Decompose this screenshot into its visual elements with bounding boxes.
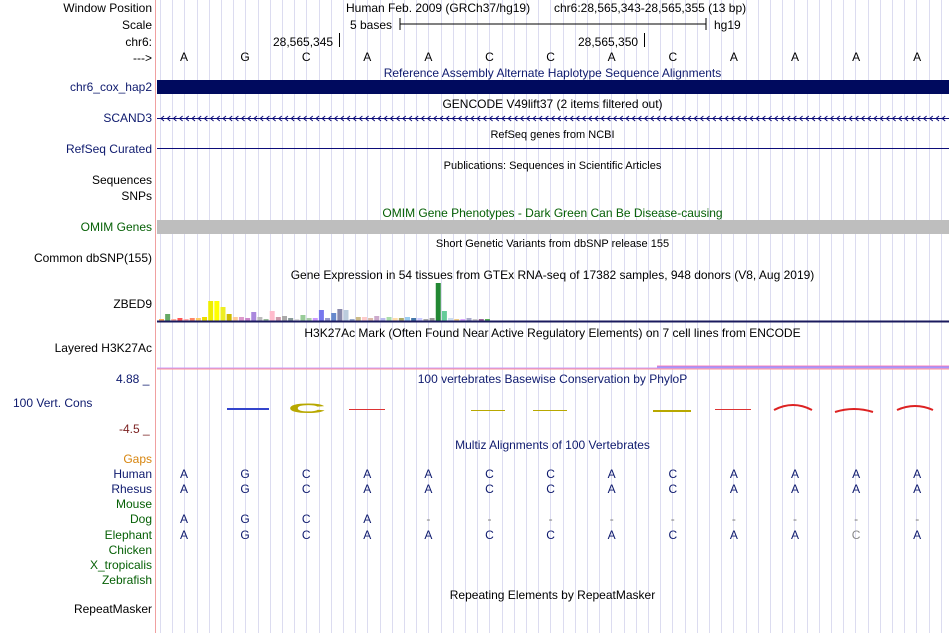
multiz-base: A <box>363 512 372 527</box>
multiz-base: A <box>913 467 922 482</box>
multiz-base: A <box>729 527 738 542</box>
multiz-base: A <box>363 482 372 497</box>
multiz-base: A <box>179 512 188 527</box>
multiz-base: A <box>729 467 738 482</box>
multiz-base: A <box>852 467 861 482</box>
phylop-min: -4.5 _ <box>119 422 150 436</box>
h3k27ac-label: Layered H3K27Ac <box>54 341 152 355</box>
multiz-base: - <box>915 512 920 527</box>
multiz-base: C <box>668 527 678 542</box>
alt-haplo-feature[interactable] <box>157 80 949 94</box>
multiz-base: C <box>301 512 311 527</box>
ref-base: A <box>363 50 372 64</box>
phylop-label: 100 Vert. Cons <box>13 396 93 410</box>
multiz-base: C <box>851 527 861 542</box>
position-range: chr6:28,565,343-28,565,355 (13 bp) <box>554 1 747 15</box>
publications-sequences-label: Sequences <box>91 173 152 187</box>
multiz-species-label: Rhesus <box>111 482 152 497</box>
multiz-base: G <box>240 527 250 542</box>
db-name: hg19 <box>714 18 741 32</box>
multiz-species-label: Mouse <box>115 497 152 512</box>
h3k27ac-signal[interactable] <box>157 360 949 372</box>
multiz-base: A <box>363 527 372 542</box>
multiz-base: C <box>546 482 555 497</box>
refseq-feature[interactable] <box>157 148 949 149</box>
multiz-base: A <box>852 482 861 497</box>
multiz-base: C <box>668 467 678 482</box>
ref-base: A <box>607 50 616 64</box>
dbsnp-label: Common dbSNP(155) <box>33 251 152 265</box>
multiz-species-label: X_tropicalis <box>89 557 152 572</box>
alt-haplo-title: Reference Assembly Alternate Haplotype Sequence Alignments <box>383 66 722 80</box>
ref-base: C <box>546 50 555 64</box>
repeatmasker-title: Repeating Elements by RepeatMasker <box>449 588 656 602</box>
multiz-base: C <box>301 482 311 497</box>
multiz-base: A <box>729 482 738 497</box>
gtex-label: ZBED9 <box>113 297 152 311</box>
multiz-species-label: Zebrafish <box>101 572 152 587</box>
multiz-species-label: Chicken <box>108 542 152 557</box>
multiz-species-label: Dog <box>129 512 152 527</box>
repeatmasker-label: RepeatMasker <box>73 602 152 616</box>
multiz-base: A <box>790 467 799 482</box>
ref-base: A <box>729 50 738 64</box>
multiz-base: A <box>607 527 616 542</box>
multiz-base: - <box>793 512 797 527</box>
ref-base: A <box>424 50 433 64</box>
scale-bar <box>398 17 710 31</box>
gencode-feature[interactable] <box>157 111 949 125</box>
svg-text:C: C <box>288 400 326 416</box>
multiz-base: - <box>731 512 736 527</box>
multiz-base: - <box>609 512 614 527</box>
multiz-base: A <box>424 482 433 497</box>
multiz-base: G <box>240 467 250 482</box>
multiz-base: A <box>913 527 922 542</box>
multiz-base: C <box>301 527 311 542</box>
multiz-base: C <box>546 467 555 482</box>
ref-base: A <box>852 50 861 64</box>
phylop-logo[interactable] <box>157 398 949 420</box>
omim-title: OMIM Gene Phenotypes - Dark Green Can Be Disease-causing <box>382 206 723 220</box>
multiz-base: C <box>485 527 494 542</box>
chrom-label: chr6: <box>125 35 152 49</box>
multiz-base: C <box>485 467 494 482</box>
omim-label[interactable]: OMIM Genes <box>80 220 152 234</box>
ruler-coord-right: 28,565,350 <box>578 35 639 49</box>
multiz-base: - <box>426 512 431 527</box>
multiz-title: Multiz Alignments of 100 Vertebrates <box>455 438 650 452</box>
alt-haplo-label[interactable]: chr6_cox_hap2 <box>69 80 152 94</box>
multiz-base: C <box>546 527 555 542</box>
multiz-base: A <box>790 527 799 542</box>
gencode-label[interactable]: SCAND3 <box>103 111 152 125</box>
multiz-base: G <box>240 482 250 497</box>
multiz-base: G <box>240 512 250 527</box>
gencode-title: GENCODE V49lift37 (2 items filtered out) <box>442 97 663 111</box>
multiz-base: - <box>548 512 553 527</box>
multiz-base: C <box>668 482 678 497</box>
multiz-base: - <box>854 512 859 527</box>
multiz-base: C <box>301 467 311 482</box>
multiz-species-label: Elephant <box>104 527 152 542</box>
multiz-base: - <box>670 512 675 527</box>
strand-label: ---> <box>133 51 152 65</box>
ref-base: G <box>240 50 250 64</box>
multiz-species-label: Human <box>113 467 152 482</box>
phylop-max: 4.88 _ <box>116 372 150 386</box>
gtex-bars[interactable] <box>157 283 949 325</box>
scale-label: Scale <box>121 18 152 32</box>
ruler-tick-left <box>339 33 340 47</box>
multiz-base: A <box>179 467 188 482</box>
multiz-species-label: Gaps <box>123 452 152 466</box>
refseq-label[interactable]: RefSeq Curated <box>65 142 152 156</box>
h3k27ac-title: H3K27Ac Mark (Often Found Near Active Regulatory Elements) on 7 cell lines from ENCODE <box>304 326 801 340</box>
multiz-base: A <box>790 482 799 497</box>
ref-base: A <box>913 50 922 64</box>
phylop-title: 100 vertebrates Basewise Conservation by PhyloP <box>417 372 688 386</box>
dbsnp-title: Short Genetic Variants from dbSNP release 155 <box>435 238 670 250</box>
multiz-base: A <box>607 467 616 482</box>
ref-base: A <box>179 50 188 64</box>
ruler-tick-right <box>644 33 645 47</box>
multiz-base: A <box>424 467 433 482</box>
ref-base: C <box>485 50 494 64</box>
multiz-base: C <box>485 482 494 497</box>
ref-base: C <box>301 50 311 64</box>
multiz-base: A <box>424 527 433 542</box>
ref-base: C <box>668 50 678 64</box>
multiz-base: - <box>487 512 492 527</box>
ruler-coord-left: 28,565,345 <box>273 35 334 49</box>
assembly-name: Human Feb. 2009 (GRCh37/hg19) <box>346 1 531 15</box>
ref-base: A <box>790 50 799 64</box>
window-position-label: Window Position <box>63 1 152 15</box>
scale-text: 5 bases <box>350 18 393 32</box>
multiz-base: A <box>179 482 188 497</box>
multiz-base: A <box>607 482 616 497</box>
gtex-title: Gene Expression in 54 tissues from GTEx RNA-seq of 17382 samples, 948 donors (V8, Aug 2019) <box>290 268 815 282</box>
publications-snps-label: SNPs <box>121 189 152 203</box>
refseq-title: RefSeq genes from NCBI <box>490 129 615 141</box>
multiz-base: A <box>363 467 372 482</box>
publications-title: Publications: Sequences in Scientific Articles <box>443 160 662 172</box>
multiz-base: A <box>913 482 922 497</box>
omim-feature[interactable] <box>157 220 949 234</box>
multiz-base: A <box>179 527 188 542</box>
